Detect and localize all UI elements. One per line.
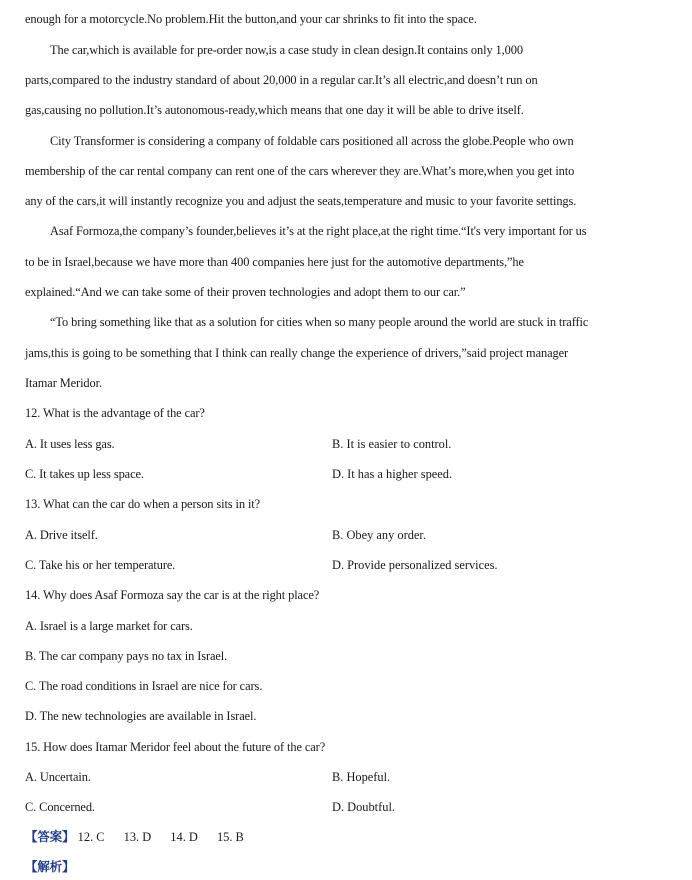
analysis-tag: 【解析】 xyxy=(25,860,75,874)
option-12-d: D. It has a higher speed. xyxy=(332,467,453,481)
option-12-a: A. It uses less gas. xyxy=(25,437,115,451)
passage-line: membership of the car rental company can rent one of the cars wherever they are.What’s more,when you get into xyxy=(25,164,575,178)
passage-line: jams,this is going to be something that I think can really change the experience of drivers,”said project manager xyxy=(25,346,569,360)
passage-line: The car,which is available for pre-order now,is a case study in clean design.It contains only 1,000 xyxy=(50,43,523,57)
option-12-b: B. It is easier to control. xyxy=(332,437,452,451)
answer-15: 15. B xyxy=(216,830,244,844)
option-13-a: A. Drive itself. xyxy=(25,528,98,542)
answer-tag: 【答案】 xyxy=(25,830,75,844)
passage-line: explained.“And we can take some of their proven technologies and adopt them to our car.” xyxy=(25,285,466,299)
passage-line: parts,compared to the industry standard of about 20,000 in a regular car.It’s all electric,and doesn’t run on xyxy=(25,73,538,87)
passage-line: “To bring something like that as a solution for cities when so many people around the world are stuck in traffic xyxy=(50,315,589,329)
passage-line: gas,causing no pollution.It’s autonomous-ready,which means that one day it will be able to drive itself. xyxy=(25,103,524,117)
question-stem-12: 12. What is the advantage of the car? xyxy=(25,406,205,420)
option-13-b: B. Obey any order. xyxy=(332,528,426,542)
option-15-a: A. Uncertain. xyxy=(25,770,91,784)
option-12-c: C. It takes up less space. xyxy=(25,467,144,481)
question-stem-15: 15. How does Itamar Meridor feel about the future of the car? xyxy=(25,740,326,754)
option-13-c: C. Take his or her temperature. xyxy=(25,558,176,572)
option-15-c: C. Concerned. xyxy=(25,800,95,814)
passage-line: any of the cars,it will instantly recognize you and adjust the seats,temperature and music to your favorite settings. xyxy=(25,194,577,208)
option-14-c: C. The road conditions in Israel are nice for cars. xyxy=(25,679,263,693)
question-stem-13: 13. What can the car do when a person sits in it? xyxy=(25,497,261,511)
passage-line: Asaf Formoza,the company’s founder,believes it’s at the right place,at the right time.“It's very important for us xyxy=(50,224,587,238)
option-15-d: D. Doubtful. xyxy=(332,800,395,814)
option-14-b: B. The car company pays no tax in Israel. xyxy=(25,649,228,663)
passage-line: to be in Israel,because we have more than 400 companies here just for the automotive departments,”he xyxy=(25,255,524,269)
question-stem-14: 14. Why does Asaf Formoza say the car is at the right place? xyxy=(25,588,320,602)
option-13-d: D. Provide personalized services. xyxy=(332,558,498,572)
answer-12: 12. C xyxy=(77,830,105,844)
option-14-d: D. The new technologies are available in Israel. xyxy=(25,709,257,723)
answer-key xyxy=(25,829,244,845)
passage-line: City Transformer is considering a company of foldable cars positioned all across the globe.People who own xyxy=(50,134,574,148)
passage-line: enough for a motorcycle.No problem.Hit the button,and your car shrinks to fit into the space. xyxy=(25,12,477,26)
answer-13: 13. D xyxy=(123,830,152,844)
option-15-b: B. Hopeful. xyxy=(332,770,391,784)
option-14-a: A. Israel is a large market for cars. xyxy=(25,619,193,633)
passage-line: Itamar Meridor. xyxy=(25,376,102,390)
answer-14: 14. D xyxy=(170,830,198,844)
